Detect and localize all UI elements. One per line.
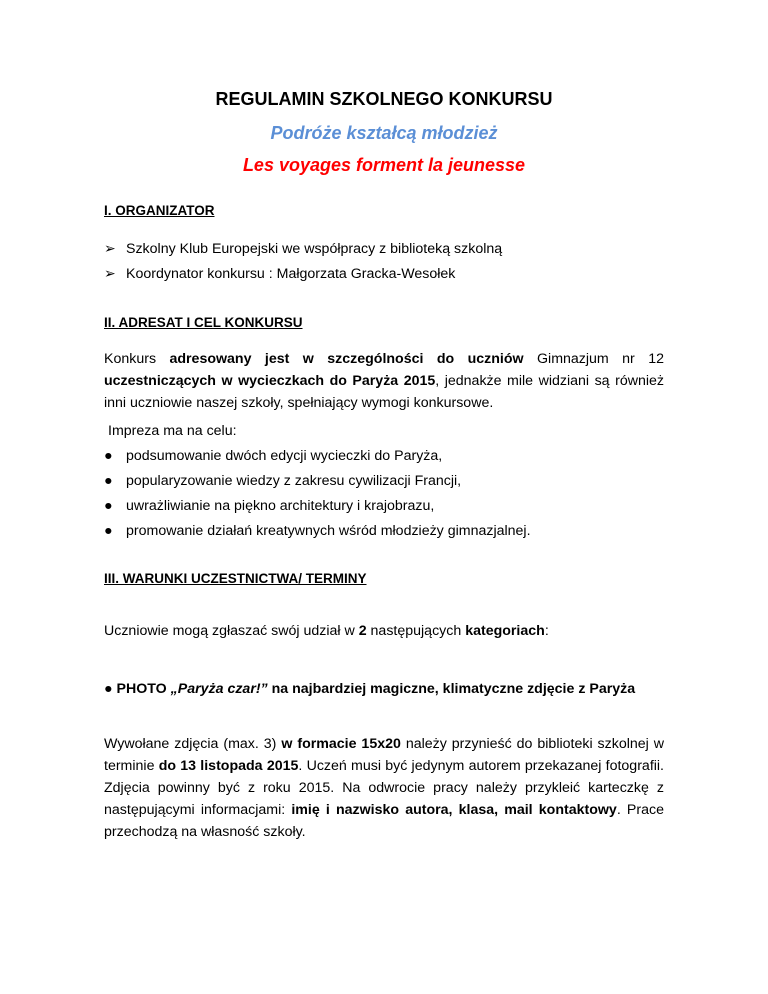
goals-intro: Impreza ma na celu: <box>108 423 237 439</box>
list-item: ● podsumowanie dwóch edycji wycieczki do Paryża, <box>104 445 664 467</box>
document-title: REGULAMIN SZKOLNEGO KONKURSU <box>215 89 553 109</box>
section-heading-conditions: III. WARUNKI UCZESTNICTWA/ TERMINY <box>104 571 367 586</box>
dot-bullet-icon: ● <box>104 523 113 539</box>
section-heading-organizer: I. ORGANIZATOR <box>104 203 215 218</box>
categories-intro: Uczniowie mogą zgłaszać swój udział w 2 następujących kategoriach: <box>104 623 549 639</box>
category-photo: ● PHOTO „Paryża czar!” na najbardziej magiczne, klimatyczne zdjęcie z Paryża <box>104 681 636 697</box>
list-item-text: Szkolny Klub Europejski we współpracy z biblioteką szkolną <box>126 241 503 257</box>
paragraph-audience: Konkurs adresowany jest w szczególności do uczniów Gimnazjum nr 12 uczestniczących w wycieczkach do Paryża 2015, jednakże mile widziani są również inni uczniowie naszej szkoły, spełniający wymogi konkursowe. <box>104 351 664 411</box>
list-item <box>104 263 664 285</box>
dot-bullet-icon: ● <box>104 473 113 489</box>
section-heading-audience: II. ADRESAT I CEL KONKURSU <box>104 315 303 330</box>
list-item: ● uwrażliwianie na piękno architektury i krajobrazu, <box>104 495 664 517</box>
subtitle-french: Les voyages forment la jeunesse <box>242 155 526 175</box>
dot-bullet-icon: ● <box>104 448 113 464</box>
subtitle-polish: Podróże kształcą młodzież <box>270 123 498 143</box>
list-item-text: Koordynator konkursu : Małgorzata Gracka-Wesołek <box>126 266 456 282</box>
dot-bullet-icon: ● <box>104 498 113 514</box>
list-item: ● promowanie działań kreatywnych wśród młodzieży gimnazjalnej. <box>104 520 664 542</box>
paragraph-photo-rules: Wywołane zdjęcia (max. 3) w formacie 15x20 należy przynieść do biblioteki szkolnej w terminie do 13 listopada 2015. Uczeń musi być jedynym autorem przekazanej fotografii. Zdjęcia powinny być z roku 2015. Na odwrocie pracy należy przykleić karteczkę z następującymi informacjami: imię i nazwisko autora, klasa, mail kontaktowy. Prace przechodzą na własność szkoły. <box>104 736 665 840</box>
list-item <box>104 238 664 260</box>
arrow-bullet-icon: ➢ <box>104 266 116 282</box>
list-item: ● popularyzowanie wiedzy z zakresu cywilizacji Francji, <box>104 470 664 492</box>
arrow-bullet-icon: ➢ <box>104 241 116 257</box>
